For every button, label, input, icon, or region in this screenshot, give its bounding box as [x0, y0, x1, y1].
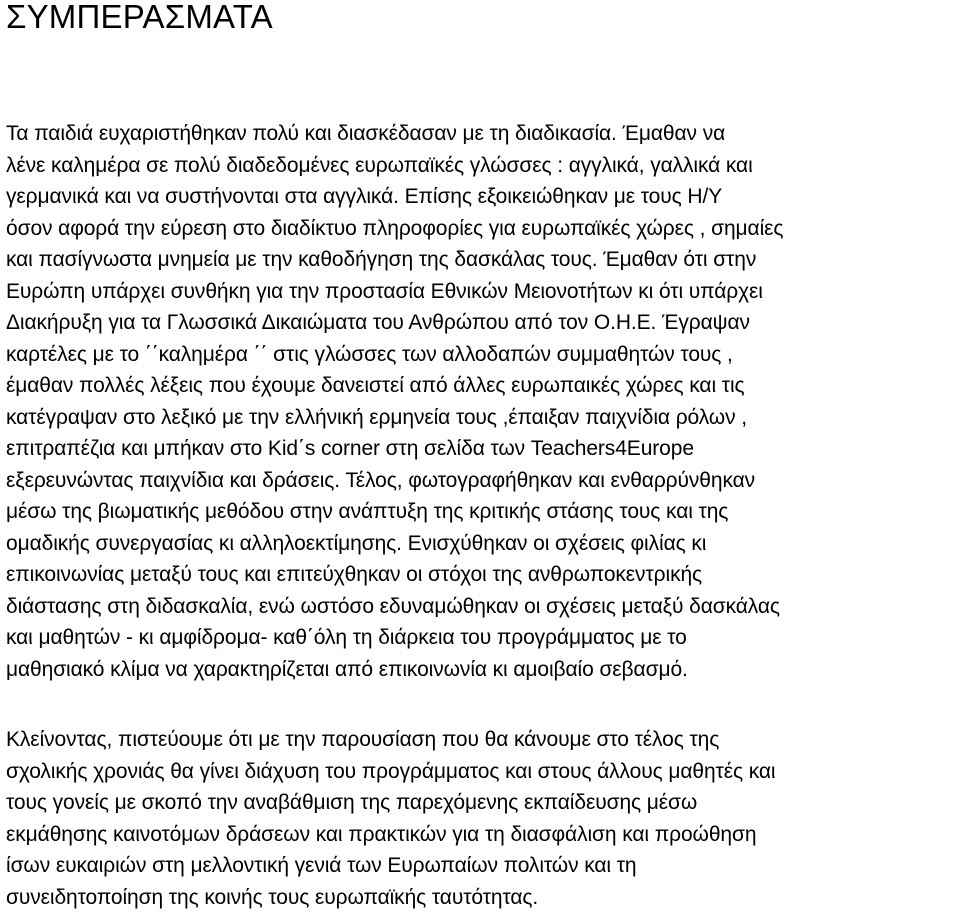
text-line: εξερευνώντας παιχνίδια και δράσεις. Τέλος, φωτογραφήθηκαν και ενθαρρύνθηκαν — [6, 468, 756, 492]
text-line: τους γονείς με σκοπό την αναβάθμιση της παρεχόμενης εκπαίδευσης μέσω — [6, 791, 698, 814]
text-line: μέσω της βιωματικής μεθόδου στην ανάπτυξη της κριτικής στάσης τους και της — [6, 500, 729, 523]
text-line: όσον αφορά την εύρεση στο διαδίκτυο πληροφορίες για ευρωπαϊκές χώρες , σημαίες — [6, 216, 784, 240]
text-line: σχολικής χρονιάς θα γίνει διάχυση του προγράμματος και στους άλλους μαθητές και — [6, 759, 776, 783]
text-line: γερμανικά και να συστήνονται στα αγγλικά. Επίσης εξοικειώθηκαν με τους Η/Υ — [6, 185, 723, 208]
paragraph-closing — [6, 724, 956, 913]
text-line: και πασίγνωστα μνημεία με την καθοδήγηση της δασκάλας τους. Έμαθαν ότι στην — [6, 248, 757, 271]
document-page — [6, 0, 956, 909]
text-line: ίσων ευκαιριών στη μελλοντική γενιά των Ευρωπαίων πολιτών και τη — [6, 854, 637, 877]
text-line: Τα παιδιά ευχαριστήθηκαν πολύ και διασκέδασαν με τη διαδικασία. Έμαθαν να — [6, 122, 726, 145]
paragraph-results — [6, 118, 956, 685]
text-line: εκμάθησης καινοτόμων δράσεων και πρακτικών για τη διασφάλιση και προώθηση — [6, 822, 757, 846]
text-line: έμαθαν πολλές λέξεις που έχουμε δανειστεί από άλλες ευρωπαικές χώρες και τις — [6, 374, 745, 397]
text-line: επικοινωνίας μεταξύ τους και επιτεύχθηκαν οι στόχοι της ανθρωποκεντρικής — [6, 563, 703, 586]
text-line: Διακήρυξη για τα Γλωσσικά Δικαιώματα του Ανθρώπου από τον Ο.Η.Ε. Έγραψαν — [6, 311, 750, 334]
text-line: ομαδικής συνεργασίας κι αλληλοεκτίμησης. Ενισχύθηκαν οι σχέσεις φιλίας κι — [6, 531, 707, 555]
text-line: κατέγραψαν στο λεξικό με την ελλήνική ερμηνεία τους ,έπαιξαν παιχνίδια ρόλων , — [6, 405, 747, 429]
text-line: διάστασης στη διδασκαλία, ενώ ωστόσο εδυναμώθηκαν οι σχέσεις μεταξύ δασκάλας — [6, 594, 780, 618]
text-line: λένε καλημέρα σε πολύ διαδεδομένες ευρωπαϊκές γλώσσες : αγγλικά, γαλλικά και — [6, 153, 753, 177]
text-line: καρτέλες με το ΄΄καλημέρα ΄΄ στις γλώσσες των αλλοδαπών συμμαθητών τους , — [6, 342, 733, 366]
text-line: και μαθητών - κι αμφίδρομα- καθ΄όλη τη διάρκεια του προγράμματος με το — [6, 626, 687, 649]
text-line: συνειδητοποίηση της κοινής τους ευρωπαϊκής ταυτότητας. — [6, 885, 539, 909]
text-line: Κλείνοντας, πιστεύουμε ότι με την παρουσίαση που θα κάνουμε στο τέλος της — [6, 728, 720, 751]
text-line: επιτραπέζια και μπήκαν στο Kid΄s corner στη σελίδα των Teachers4Europe — [6, 437, 694, 460]
page-title: ΣΥΜΠΕΡΑΣΜΑΤΑ — [6, 0, 273, 35]
text-line: Ευρώπη υπάρχει συνθήκη για την προστασία Εθνικών Μειονοτήτων κι ότι υπάρχει — [6, 279, 763, 303]
text-line: μαθησιακό κλίμα να χαρακτηρίζεται από επικοινωνία κι αμοιβαίο σεβασμό. — [6, 657, 688, 681]
